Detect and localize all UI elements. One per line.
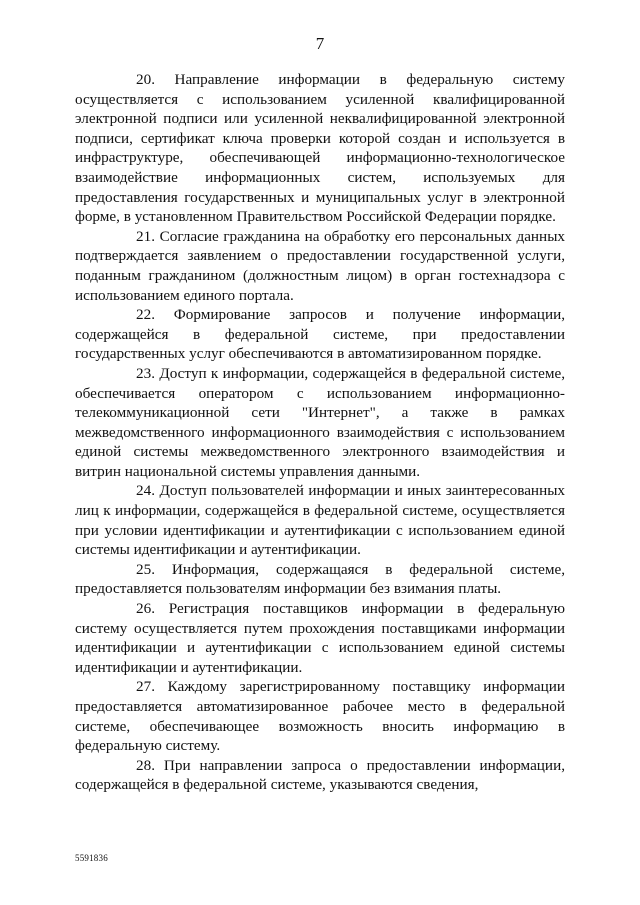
paragraph-28: 28. При направлении запроса о предоставлении информации, содержащейся в федеральной системе, указываются сведения, <box>75 756 565 794</box>
paragraph-22: 22. Формирование запросов и получение информации, содержащейся в федеральной системе, при предоставлении государственных услуг обеспечиваются в автоматизированном порядке. <box>75 306 565 363</box>
document-body <box>75 70 565 795</box>
paragraph-23: 23. Доступ к информации, содержащейся в федеральной системе, обеспечивается оператором с использованием информационно-телекоммуникационной сети "Интернет", а также в рамках межведомственного информационного взаимодействия с использованием единой системы межведомственного электронного взаимодействия и витрин национальной системы управления данными. <box>75 364 565 480</box>
page-number: 7 <box>315 34 325 53</box>
paragraph-21: 21. Согласие гражданина на обработку его персональных данных подтверждается заявлением о предоставлении государственной услуги, поданным гражданином (должностным лицом) в орган гостехнадзора с использованием единого портала. <box>75 227 565 304</box>
paragraph-20: 20. Направление информации в федеральную систему осуществляется с использованием усиленной квалифицированной электронной подписи или усиленной неквалифицированной электронной подписи, сертификат ключа проверки которой создан и используется в инфраструктуре, обеспечивающей информационно-технологическое взаимодействие информационных систем, используемых для предоставления государственных и муниципальных услуг в электронной форме, в установленном Правительством Российской Федерации порядке. <box>75 71 565 226</box>
document-code: 5591836 <box>75 853 108 863</box>
paragraph-24: 24. Доступ пользователей информации и иных заинтересованных лиц к информации, содержащейся в федеральной системе, осуществляется при условии идентификации и аутентификации с использованием единой системы идентификации и аутентификации. <box>75 482 565 559</box>
paragraph-26: 26. Регистрация поставщиков информации в федеральную систему осуществляется путем прохождения поставщиками информации идентификации и аутентификации с использованием единой системы идентификации и аутентификации. <box>75 600 565 676</box>
paragraph-25: 25. Информация, содержащаяся в федеральной системе, предоставляется пользователям информации без взимания платы. <box>75 560 565 598</box>
paragraph-27: 27. Каждому зарегистрированному поставщику информации предоставляется автоматизированное рабочее место в федеральной системе, обеспечивающее возможность вносить информацию в федеральную систему. <box>75 678 565 755</box>
